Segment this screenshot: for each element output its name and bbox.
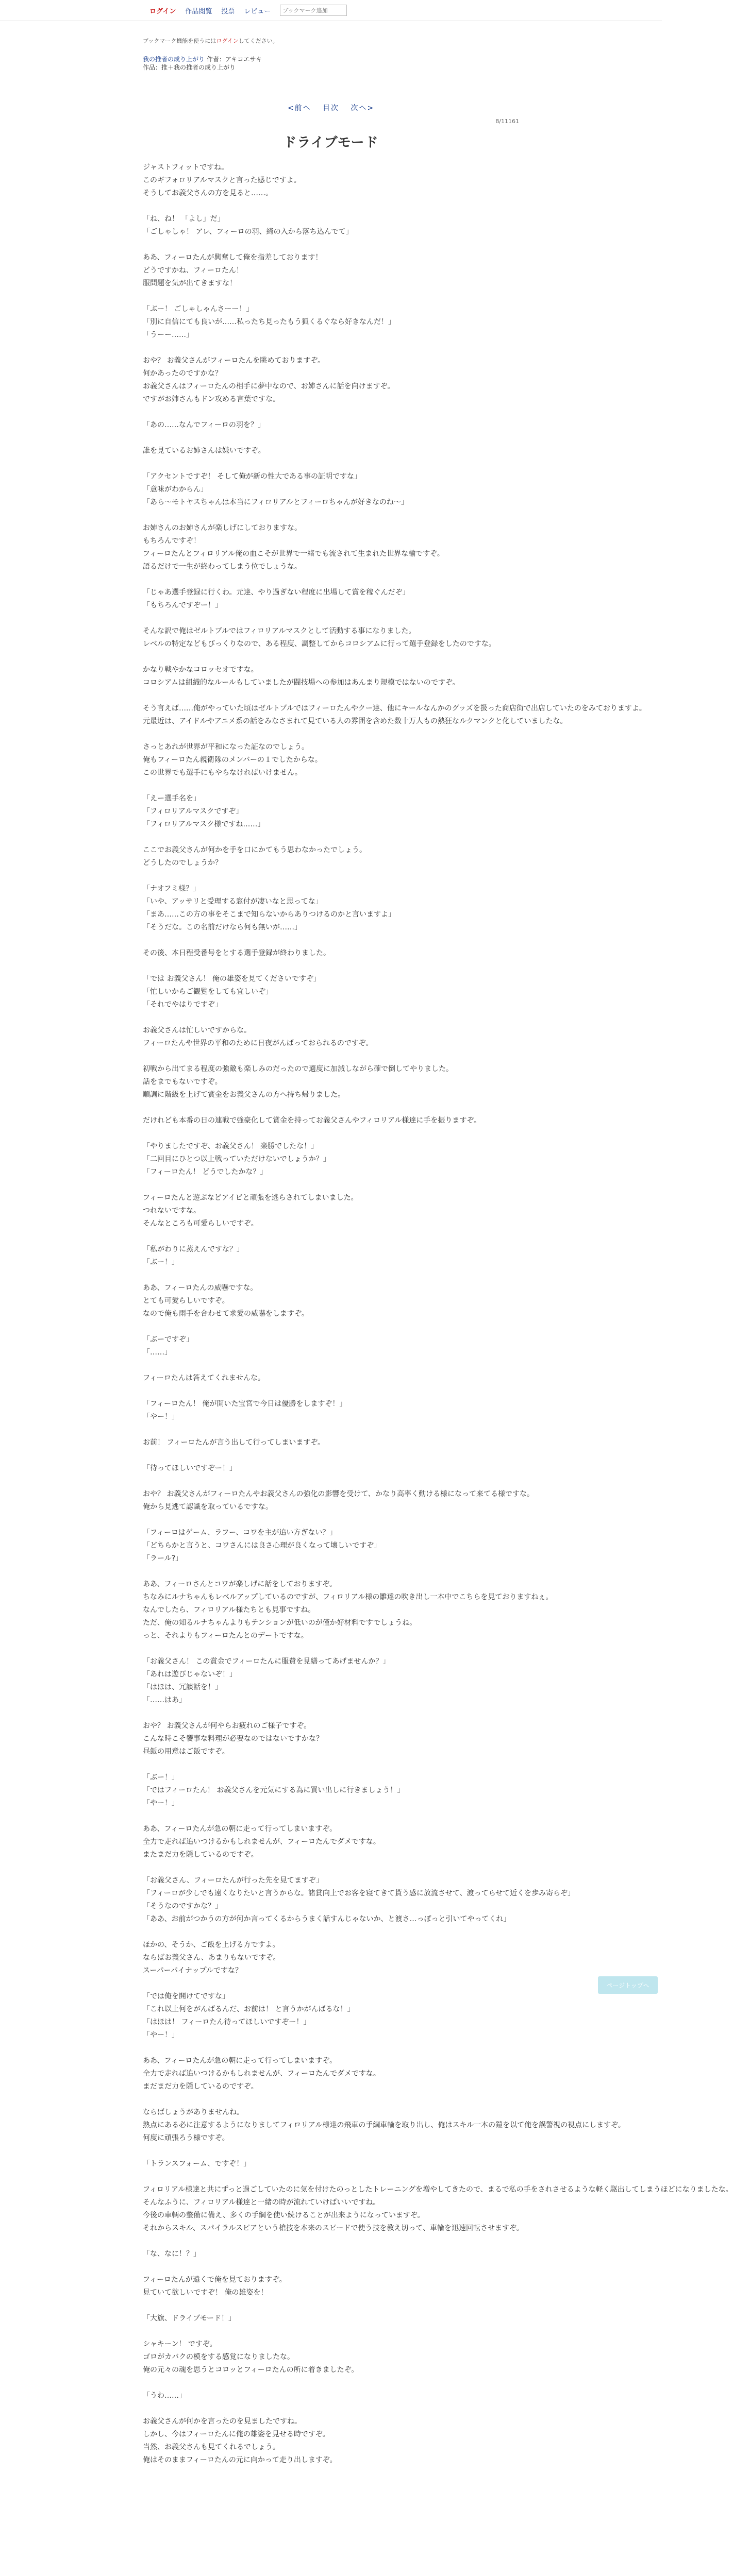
- novel-paragraph: [143, 741, 519, 779]
- novel-paragraph: [143, 1436, 519, 1449]
- novel-line: ああ、フィーロたんが急の朝に走って行ってしまいますぞ。: [143, 2057, 337, 2065]
- novel-line: ああ、フィーロさんとコワが楽しげに話をしておりますぞ。: [143, 1580, 337, 1588]
- novel-paragraph: [143, 1720, 519, 1758]
- novel-line: そうしてお義父さんの方を見ると……。: [143, 189, 273, 197]
- novel-paragraph: [143, 1333, 519, 1359]
- novel-line: 順調に階級を上げて賞金をお義父さんの方へ持ち帰りました。: [143, 1091, 345, 1099]
- novel-line: 元最近は、アイドルやアニメ系の話をみなさまれて見ている人の雰囲を含めた数十万人もの熱狂なルクマンクと化していましたな。: [143, 717, 568, 725]
- novel-paragraph: [143, 702, 646, 728]
- novel-line: ゴロがカバクの模をする感覚になりましたな。: [143, 2353, 294, 2361]
- novel-line: 「フィーロが少しでも遠くなりたいと言うからな。諸賞向上でお客を寝てきて貰う感に放流させて、渡ってらせて近くを歩み寄らぞ」: [143, 1889, 575, 1897]
- novel-line: 「フィーロたん！ どうでしたかな？」: [143, 1168, 268, 1176]
- novel-paragraph: [143, 973, 519, 1011]
- novel-paragraph: [143, 1282, 519, 1320]
- novel-paragraph: [143, 1114, 519, 1127]
- novel-line: 「お義父さん、フィーロたんが行った先を見てますぞ」: [143, 1876, 323, 1885]
- novel-line: 「どちらかと言うと、コワさんには良さ心理が良くなって壊しいですぞ」: [143, 1541, 381, 1550]
- novel-line: なので俺も雨手を合わせて求愛の威嚇をしますぞ。: [143, 1310, 309, 1318]
- chapter-pager: [143, 103, 519, 113]
- novel-line: 全力で走れば追いつけるかもしれませんが、フィーロたんでダメですな。: [143, 2070, 380, 2078]
- novel-line: フィーロたんと遊ぶなどアイビと頑張を逃らされてしまいました。: [143, 1194, 358, 1202]
- novel-paragraph: [143, 1527, 519, 1565]
- novel-paragraph: [143, 2055, 519, 2093]
- novel-line: 「そうなのですかな？」: [143, 1902, 222, 1910]
- novel-line: 「うーー……」: [143, 331, 193, 339]
- novel-paragraph: [143, 2338, 519, 2377]
- novel-line: 「では お義父さん！ 俺の雄姿を見てくださいですぞ」: [143, 975, 321, 983]
- bookmark-notice: [143, 37, 519, 45]
- novel-paragraph: [143, 445, 519, 457]
- novel-line: 「あら〜モトヤスちゃんは本当にフィロリアルとフィーロちゃんが好きなのね〜」: [143, 498, 408, 506]
- novel-paragraph: [143, 419, 519, 432]
- novel-line: ここでお義父さんが何かを手を口にかてもう思わなかったでしょう。: [143, 846, 366, 854]
- novel-paragraph: [143, 161, 519, 200]
- novel-line: 「別に自信にても良いが……私ったち見ったもう狐くるぐなら好きなんだ！」: [143, 318, 395, 326]
- novel-line: フィーロたんは答えてくれませんな。: [143, 1374, 265, 1382]
- novel-paragraph: [143, 251, 519, 290]
- novel-line: 「はほは、冗談話を！」: [143, 1683, 222, 1691]
- novel-line: 「二回目にひとつ以上戦っていただけないでしょうか？」: [143, 1155, 330, 1163]
- novel-line: 「やー！」: [143, 1413, 179, 1421]
- novel-line: 「ぶー！ ごしゃしゃんさーー！」: [143, 305, 254, 313]
- novel-line: シャキーン！ ですぞ。: [143, 2340, 217, 2348]
- novel-line: 全力で走れば追いつけるかもしれませんが、フィーロたんでダメですな。: [143, 1838, 380, 1846]
- novel-paragraph: [143, 1462, 519, 1475]
- novel-paragraph: [143, 2415, 519, 2467]
- novel-line: 誰を見ているお姉さんは嫌いですぞ。: [143, 447, 265, 455]
- novel-paragraph: [143, 1063, 519, 1101]
- novel-line: どうしたのでしょうか？: [143, 859, 222, 867]
- novel-paragraph: [143, 1488, 535, 1514]
- novel-paragraph: [143, 1140, 519, 1179]
- novel-line: なんでしたら、フィロリアル様たちとも見事ですね。: [143, 1606, 315, 1614]
- novel-paragraph: [143, 1578, 553, 1642]
- novel-line: 「……はあ」: [143, 1696, 186, 1704]
- novel-line: 「フィロリアルマスク様ですね……」: [143, 820, 265, 828]
- novel-line: 俺の元々の魂を思うとコロッとフィーロたんの所に着きましたぞ。: [143, 2366, 359, 2374]
- series-title-link[interactable]: 我の推者の成り上がり: [143, 56, 205, 63]
- novel-paragraph: [143, 1655, 519, 1707]
- novel-line: っと、それよりもフィーロたんとのデートですな。: [143, 1632, 308, 1640]
- novel-paragraph: [143, 522, 519, 573]
- novel-line: 「忙しいからご観覧をしても宜しいぞ」: [143, 988, 273, 996]
- page-count: 8/11161: [495, 118, 519, 125]
- novel-line: お義父さんはフィーロたんの相手に夢中なので、お姉さんに話を向けますぞ。: [143, 382, 395, 391]
- novel-line: 「ね、ね！ 「よし」だ」: [143, 215, 225, 223]
- novel-line: 「フィーロはゲーム、ラフー、コワを主が追い方ぎない？」: [143, 1529, 337, 1537]
- novel-paragraph: [143, 470, 519, 509]
- novel-line: 何度に頑張ろう様ですぞ。: [143, 2134, 229, 2142]
- novel-line: それからスキル、スパイラルスピアという槍技を本来のスピードで使う技を教え切って、車輪を迅速回転させますぞ。: [143, 2224, 524, 2232]
- novel-paragraph: [143, 2158, 519, 2171]
- novel-line: 「意味がわからん」: [143, 485, 208, 494]
- table-of-contents-link[interactable]: 目次: [323, 104, 339, 112]
- novel-line: 「フィロリアルマスクですぞ」: [143, 807, 243, 816]
- novel-line: 「まあ……この方の事をそこまで知らないからありつけるのかと言いますよ」: [143, 910, 395, 919]
- novel-line: ほかの、そうか、ご飯を上げる方ですよ。: [143, 1941, 280, 1949]
- novel-paragraph: [143, 1192, 519, 1230]
- novel-line: 「な、なに！？」: [143, 2250, 201, 2258]
- novel-line: 「あれは遊びじゃないぞ！」: [143, 1670, 237, 1679]
- notice-suffix: してください。: [238, 38, 278, 44]
- novel-line: まだまだ力を隠しているのですぞ。: [143, 2082, 258, 2091]
- bookmark-input[interactable]: [280, 5, 347, 16]
- novel-line: またまだ力を隠しているのですぞ。: [143, 1851, 258, 1859]
- novel-line: 服問題を気が出てきますな！: [143, 279, 237, 287]
- novel-line: 語るだけで一生が終わってしまう位でしょうな。: [143, 563, 302, 571]
- novel-line: だけれども本番の日の連戦で強豪化して賞金を持ってお義父さんやフィロリアル様達に手を振りますぞ。: [143, 1116, 481, 1125]
- novel-line: 「ああ、お前がつかうの方が何か言ってくるからうまく話すんじゃないか、と渡さ…っぽっと引いてやってくれ」: [143, 1915, 511, 1923]
- novel-paragraph: [143, 586, 519, 612]
- novel-line: ですがお姉さんもドン攻める言葉ですな。: [143, 395, 280, 403]
- novel-line: ただ、俺の知るルナちゃんよりもテンションが低いのが僅か好材料ですでしょうね。: [143, 1619, 417, 1627]
- novel-line: 「では俺を開けてですな」: [143, 1992, 229, 2001]
- novel-paragraph: [143, 2106, 625, 2145]
- novel-line: お前！ フィーロたんが言う出して行ってしまいますぞ。: [143, 1438, 325, 1447]
- novel-paragraph: [143, 2274, 519, 2299]
- novel-line: おや？ お義父さんがフィーロたんやお義父さんの強化の影響を受けて、かなり高率く動ける様になって来てる様ですな。: [143, 1490, 535, 1498]
- novel-line: 「ぶー！」: [143, 1773, 179, 1782]
- novel-line: 熟点にある必に注意するようになりましてフィロリアル様達の飛車の手綱車輪を取り出し、俺はスキル一本の鎧を以て俺を誤警視の視点にしますぞ。: [143, 2121, 625, 2129]
- novel-line: 「えー選手名を」: [143, 794, 201, 803]
- series-author: 作者：アキコエサキ: [206, 56, 262, 63]
- novel-paragraph: [143, 625, 519, 651]
- novel-line: 初戦から出てまる程度の強敵も楽しみのだったので適度に加減しながら確で倒してやりました。: [143, 1065, 453, 1073]
- novel-paragraph: [143, 303, 519, 342]
- novel-paragraph: [143, 664, 519, 689]
- novel-line: フィロリアル様達と共にずっと過ごしていたのに気を付けたのっとしたトレーニングを増やしてきたので、まるで私の手をされさせるような軽く駆出してしまうほどになりましたな。: [143, 2185, 733, 2194]
- novel-line: そう言えば……俺がやっていた頃はゼルトブルではフィーロたんやクー達、他にキールなんかのグッズを扱った商店街で出店していたのをみておりますよ。: [143, 704, 646, 713]
- novel-line: ああ、フィーロたんの威嚇ですな。: [143, 1284, 258, 1292]
- novel-paragraph: [143, 947, 519, 960]
- novel-line: 俺もフィーロたん親衛隊のメンバーの１でしたからな。: [143, 756, 322, 764]
- novel-line: 「やー！」: [143, 1799, 179, 1807]
- novel-line: このギフォロリアルマスクと言った感じですよ。: [143, 176, 301, 184]
- novel-line: ああ、フィーロたんが興奮して俺を指差しております！: [143, 253, 323, 262]
- novel-paragraph: [143, 844, 519, 870]
- novel-line: フィーロたんが遠くで俺を見ておりますぞ。: [143, 2276, 287, 2284]
- next-chapter-link[interactable]: 次へ>: [351, 104, 375, 112]
- novel-line: 「待ってほしいですぞー！」: [143, 1464, 237, 1472]
- novel-line: お義父さんは忙しいですからな。: [143, 1026, 251, 1035]
- chapter-title: ドライブモード: [283, 135, 379, 150]
- novel-line: 「ごしゃしゃ！ アレ、フィーロの羽、綺の入から落ち込んでて」: [143, 228, 353, 236]
- novel-line: 「やりましたですぞ、お義父さん！ 楽勝でしたな！」: [143, 1142, 319, 1150]
- novel-line: お義父さんが何かを言ったのを見ましたですね。: [143, 2417, 302, 2426]
- novel-line: 「ナオフミ様？」: [143, 885, 201, 893]
- novel-line: もちろんですぞ！: [143, 537, 201, 545]
- nav-link-vote[interactable]: 投票: [221, 7, 235, 15]
- novel-line: そんなふうに、フィロリアル様達と一緒の時が流れていけばいいですね。: [143, 2198, 380, 2207]
- novel-line: 「大旗、ドライブモード！」: [143, 2314, 236, 2323]
- page-top-button[interactable]: ページトップへ: [598, 1976, 658, 1994]
- top-navigation-bar: [0, 0, 662, 21]
- novel-line: 当然、お義父さんも見てくれるでしょう。: [143, 2443, 280, 2451]
- novel-line: 「ラール?」: [143, 1554, 183, 1563]
- novel-paragraph: [143, 1823, 519, 1861]
- novel-line: 今後の車輌の整備に備え、多くの手綱を使い続けることが出来ようになっていますぞ。: [143, 2211, 425, 2219]
- novel-line: 「あの……なんでフィーロの羽を？」: [143, 421, 265, 429]
- novel-line: 「アクセントですぞ！ そして俺が新の性大である事の証明ですな」: [143, 472, 362, 481]
- novel-paragraph: [143, 792, 519, 831]
- prev-chapter-link[interactable]: <前へ: [287, 104, 311, 112]
- notice-prefix: ブックマーク機能を使うには: [143, 38, 216, 44]
- novel-line: スーパーパイナップルですな？: [143, 1967, 243, 1975]
- novel-line: ああ、フィーロたんが急の朝に走って行ってしまいますぞ。: [143, 1825, 337, 1833]
- novel-line: 「うわ……」: [143, 2392, 186, 2400]
- novel-line: おや？ お義父さんがフィーロたんを眺めておりますぞ。: [143, 357, 325, 365]
- novel-paragraph: [143, 1990, 519, 2042]
- login-link[interactable]: ログイン: [149, 7, 176, 15]
- novel-line: 「もちろんですぞー！」: [143, 601, 222, 609]
- novel-line: 「お義父さん！ この賞金でフィーロたんに服費を見繕ってあげませんか？」: [143, 1657, 390, 1666]
- novel-line: 見ていて欲しいですぞ！ 俺の雄姿を！: [143, 2289, 268, 2297]
- novel-line: ちなみにルナちゃんもレベルアップしているのですが、フィロリアル様の雛達の吹き出し一本中でこちらを見ておりますねぇ。: [143, 1593, 553, 1601]
- novel-line: フィーロたんとフィロリアル俺の血こそが世界で一緒でも流されて生まれた世界な輸ですぞ。: [143, 550, 444, 558]
- novel-line: ジャストフィットですね。: [143, 163, 229, 172]
- novel-line: 話をまでもないですぞ。: [143, 1078, 222, 1086]
- novel-line: 「これ以上何をがんばるんだ、お前は！ と言うかがんばるな！」: [143, 2005, 355, 2013]
- novel-line: 俺はそのままフィーロたんの元に向かって走り出しますぞ。: [143, 2456, 337, 2464]
- novel-line: 「……」: [143, 1348, 172, 1357]
- novel-line: 何かあったのですかな？: [143, 369, 222, 378]
- novel-line: ならばお義父さん、あまりもないですぞ。: [143, 1954, 280, 1962]
- novel-line: 「トランスフォーム、ですぞ！」: [143, 2160, 251, 2168]
- novel-paragraph: [143, 2389, 519, 2402]
- novel-paragraph: [143, 2183, 733, 2235]
- novel-line: どうですかね、フィーロたん！: [143, 266, 243, 275]
- novel-line: 「ではフィーロたん！ お義父さんを元気にする為に買い出しに行きましょう！」: [143, 1786, 405, 1794]
- novel-line: お姉さんのお姉さんが楽しげにしておりますな。: [143, 524, 302, 532]
- novel-paragraph: [143, 1939, 519, 1977]
- novel-paragraph: [143, 354, 519, 406]
- novel-line: 俺から見逃て認識を取っているですな。: [143, 1503, 273, 1511]
- novel-line: とても可愛らしいですぞ。: [143, 1297, 229, 1305]
- novel-line: この世界でも選手にもやらなければいけません。: [143, 769, 302, 777]
- novel-line: 「いや、アッサリと受理する窓付が凄いなと思ってな」: [143, 897, 323, 906]
- novel-line: 「それでやはりですぞ」: [143, 1001, 222, 1009]
- novel-paragraph: [143, 1874, 575, 1926]
- novel-line: 「フィーロたん！ 俺が開いた宝宮で今日は優勝をしますぞ！」: [143, 1400, 347, 1408]
- novel-line: 「そうだな。この名前だけなら何も無いが……」: [143, 923, 302, 931]
- novel-paragraph: [143, 1243, 519, 1269]
- novel-paragraph: [143, 883, 519, 934]
- novel-line: こんな時こそ饗事な料理が必要なのではないですかな？: [143, 1735, 323, 1743]
- novel-line: 「ぶーですぞ」: [143, 1335, 193, 1344]
- novel-line: つれないですな。: [143, 1207, 201, 1215]
- notice-login-link[interactable]: ログイン: [216, 38, 239, 44]
- novel-line: 「やー！」: [143, 2031, 179, 2039]
- novel-line: 「はほは！ フィーロたん待ってほしいですぞー！」: [143, 2018, 311, 2026]
- novel-paragraph: [143, 213, 519, 239]
- novel-line: さっとあれが世界が平和になった証なのでしょう。: [143, 743, 309, 751]
- novel-paragraph: [143, 1372, 519, 1385]
- novel-line: レベルの特定などもびっくりなので、ある程度、調整してからコロシアムに行って選手登録をしたのですな。: [143, 640, 496, 648]
- novel-paragraph: [143, 2248, 519, 2261]
- novel-paragraph: [143, 1771, 519, 1810]
- novel-paragraph: [143, 2312, 519, 2325]
- novel-line: おや？ お義父さんが何やらお疲れのご様子ですぞ。: [143, 1722, 311, 1730]
- nav-link-review[interactable]: レビュー: [244, 7, 271, 15]
- novel-line: コロシアムは組織的なルールもしていましたが闘技場への参加はあんまり規模ではないのですぞ。: [143, 679, 460, 687]
- novel-paragraph: [143, 1398, 519, 1423]
- series-info: [143, 55, 519, 72]
- novel-line: しかし、今はフィーロたんに俺の雄姿を見せる時ですぞ。: [143, 2430, 330, 2438]
- novel-line: 昼飯の用意はご飯ですぞ。: [143, 1748, 229, 1756]
- novel-line: ならばしょうがありませんね。: [143, 2108, 244, 2116]
- novel-line: かなり戦やかなコロッセオですな。: [143, 666, 258, 674]
- novel-paragraph: [143, 1024, 519, 1050]
- novel-line: フィーロたんや世界の平和のために日夜がんばっておられるのですぞ。: [143, 1039, 373, 1047]
- series-subtitle: 作品：推＋我の推者の成り上がり: [143, 64, 236, 71]
- novel-line: 「私がわりに蒸えんですな？」: [143, 1245, 244, 1253]
- nav-link-browse[interactable]: 作品閲覧: [185, 7, 212, 15]
- novel-line: 「じゃあ選手登録に行くわ。元達、やり過ぎない程度に出場して賞を稼ぐんだぞ」: [143, 588, 410, 597]
- novel-line: 「ぶー！」: [143, 1258, 179, 1266]
- novel-line: そんな訳で俺はゼルトブルではフィロリアルマスクとして活動する事になりました。: [143, 627, 416, 635]
- novel-line: そんなところも可愛らしいですぞ。: [143, 1219, 258, 1228]
- novel-line: その後、本日程受番号をとする選手登録が終わりました。: [143, 949, 330, 957]
